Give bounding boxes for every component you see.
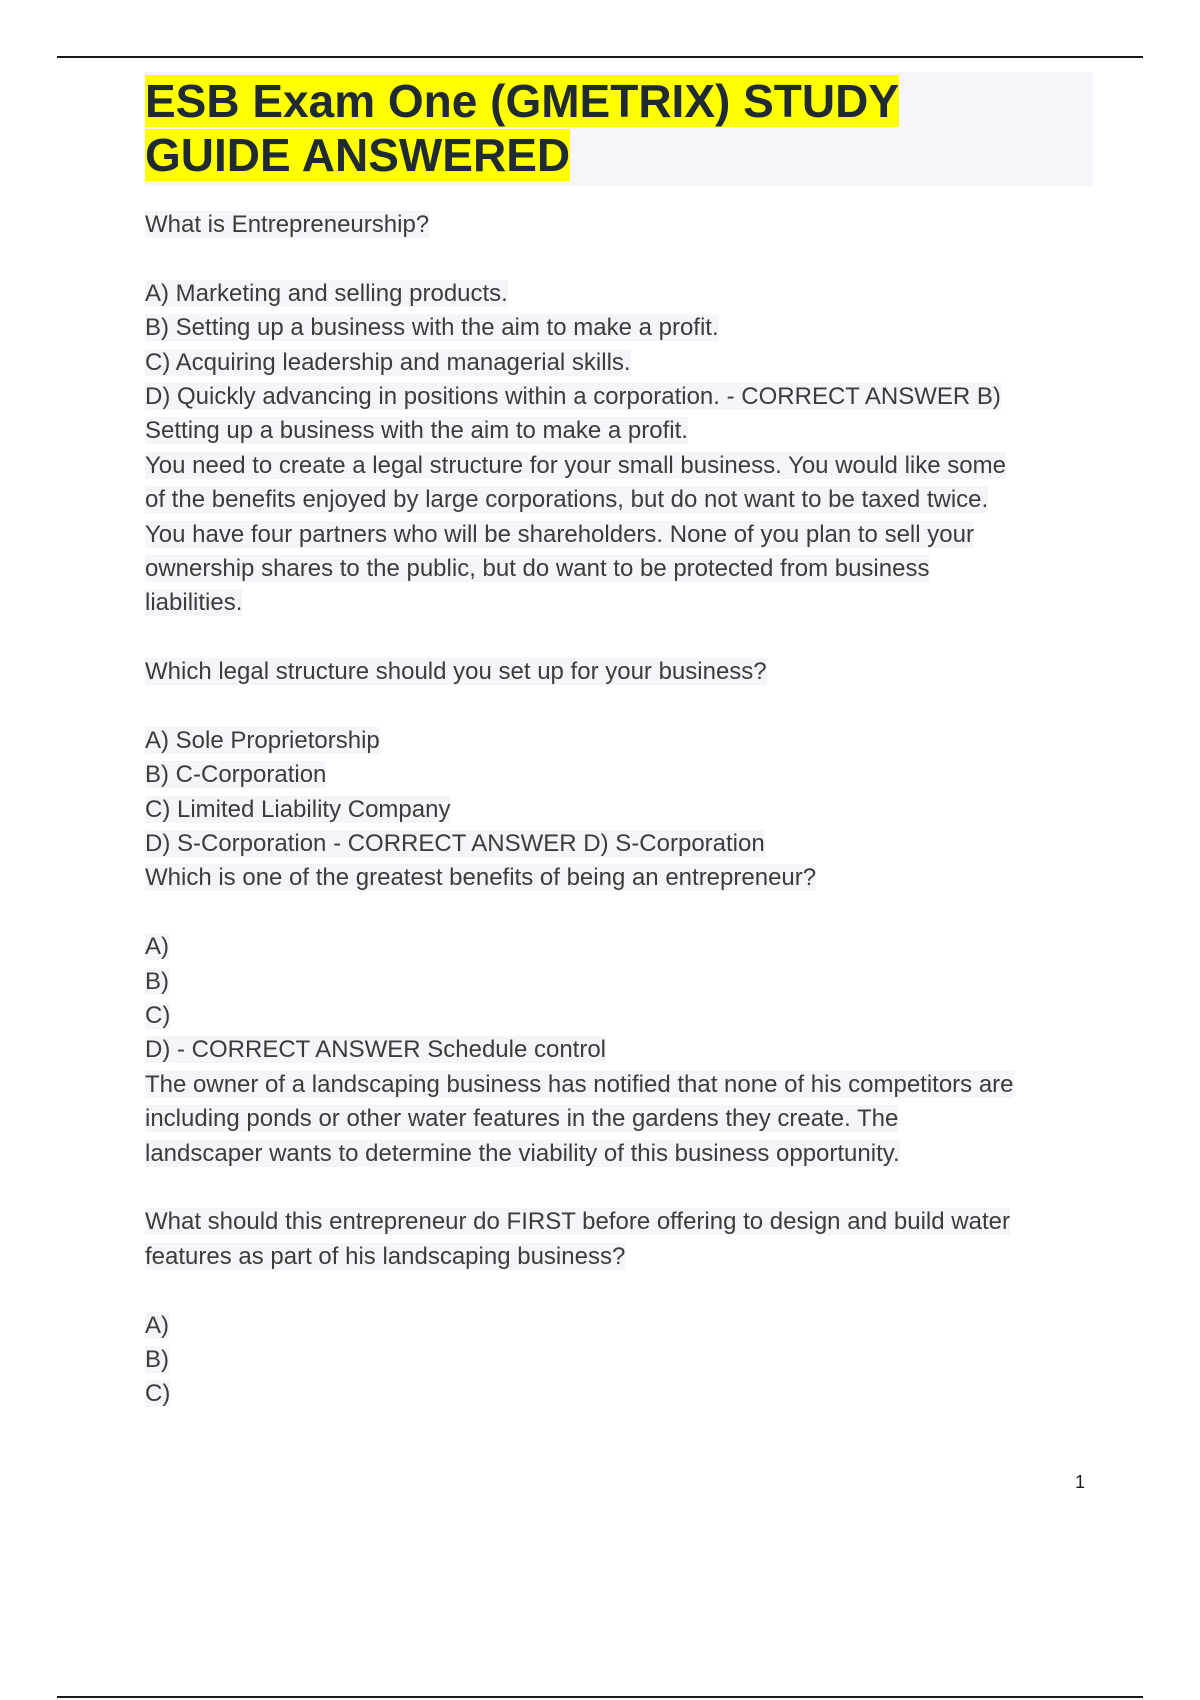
text-line: What is Entrepreneurship?: [145, 211, 430, 238]
text-line: features as part of his landscaping business?: [145, 1242, 626, 1270]
text-line: of the benefits enjoyed by large corporations, but do not want to be taxed twice.: [145, 486, 989, 514]
text-line: What should this entrepreneur do FIRST before offering to design and build water: [145, 1208, 1010, 1236]
blank-line: [145, 689, 1093, 723]
text-line: C) Limited Liability Company: [145, 795, 451, 823]
text-line: You need to create a legal structure for your small business. You would like some: [145, 451, 1006, 479]
text-line: A) Marketing and selling products.: [145, 279, 508, 307]
document-body: [145, 208, 1093, 1412]
blank-line: [145, 621, 1093, 655]
text-line: ownership shares to the public, but do want to be protected from business: [145, 554, 930, 582]
text-line: Which legal structure should you set up for your business?: [145, 658, 767, 686]
text-line: D) Quickly advancing in positions within a corporation. - CORRECT ANSWER B): [145, 382, 1001, 410]
blank-line: [145, 242, 1093, 276]
text-line: You have four partners who will be shareholders. None of you plan to sell your: [145, 520, 974, 548]
title-line-2: GUIDE ANSWERED: [145, 129, 571, 181]
text-line: C): [145, 1001, 171, 1029]
text-line: Setting up a business with the aim to make a profit.: [145, 417, 688, 445]
text-line: Which is one of the greatest benefits of being an entrepreneur?: [145, 864, 817, 892]
text-line: C) Acquiring leadership and managerial skills.: [145, 348, 631, 376]
document-title: [145, 74, 1093, 182]
text-line: A): [145, 1311, 169, 1339]
text-line: landscaper wants to determine the viability of this business opportunity.: [145, 1139, 900, 1167]
text-line: D) S-Corporation - CORRECT ANSWER D) S-Corporation: [145, 830, 765, 858]
text-line: B) Setting up a business with the aim to make a profit.: [145, 314, 719, 342]
title-block: [145, 72, 1093, 186]
top-rule: [57, 56, 1143, 58]
text-line: C): [145, 1380, 171, 1408]
bottom-rule: [57, 1696, 1143, 1698]
page-number: 1: [1075, 1472, 1086, 1492]
blank-line: [145, 1171, 1093, 1205]
text-line: B) C-Corporation: [145, 761, 327, 789]
document-page: [145, 72, 1093, 1412]
text-line: B): [145, 1345, 169, 1373]
blank-line: [145, 896, 1093, 930]
text-line: liabilities.: [145, 589, 243, 617]
text-line: The owner of a landscaping business has notified that none of his competitors are: [145, 1070, 1014, 1098]
text-line: A): [145, 933, 169, 961]
blank-line: [145, 1274, 1093, 1308]
text-line: B): [145, 967, 169, 995]
text-line: D) - CORRECT ANSWER Schedule control: [145, 1036, 607, 1064]
text-line: A) Sole Proprietorship: [145, 726, 380, 754]
text-line: including ponds or other water features in the gardens they create. The: [145, 1105, 899, 1133]
title-line-1: ESB Exam One (GMETRIX) STUDY: [145, 75, 900, 127]
